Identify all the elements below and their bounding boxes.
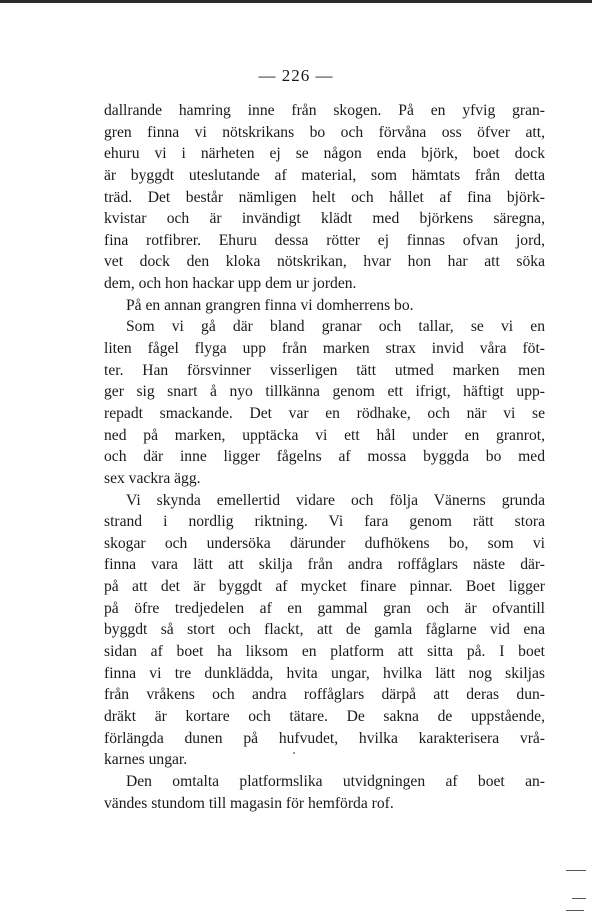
text-line: dräkt är kortare och tätare. De sakna de uppstående, xyxy=(104,707,545,725)
corner-edge-marks xyxy=(566,862,588,912)
page-number: — 226 — xyxy=(258,66,334,85)
text-line: Den omtalta platformslika utvidgningen af boet an- xyxy=(126,772,545,790)
text-line: kvistar och är invändigt klädt med björkens säregna, xyxy=(104,210,545,228)
text-line: träd. Det består nämligen helt och hållet af fina björk- xyxy=(104,188,545,206)
text-line: finna vi tre dunklädda, hvita ungar, hvilka lätt nog skiljas xyxy=(104,664,545,682)
text-line: är byggdt uteslutande af material, som hämtats från detta xyxy=(104,166,545,184)
text-line: finna vara lätt att skilja från andra roffåglars näste där- xyxy=(104,556,545,574)
text-line: På en annan grangren finna vi domherrens bo. xyxy=(126,296,414,314)
text-line: på öfre tredjedelen af en gammal gran och är ofvantill xyxy=(104,599,545,617)
text-line: strand i nordlig riktning. Vi fara genom rätt stora xyxy=(104,513,545,531)
text-line: ger sig snart å nyo tillkänna genom ett ifrigt, häftigt upp- xyxy=(104,383,545,401)
text-line: på att det är byggdt af mycket finare pinnar. Boet ligger xyxy=(104,578,545,596)
text-line: dallrande hamring inne från skogen. På en yfvig gran- xyxy=(104,102,545,119)
text-line: ned på marken, upptäcka vi ett hål under en granrot, xyxy=(104,426,545,444)
text-line: gren finna vi nötskrikans bo och förvåna oss öfver att, xyxy=(104,123,545,141)
text-line: Som vi gå där bland granar och tallar, se vi en xyxy=(126,318,545,336)
print-speck xyxy=(293,752,295,754)
text-line: fina rotfibrer. Ehuru dessa rötter ej finnas ofvan jord, xyxy=(104,231,545,249)
text-line: sex vackra ägg. xyxy=(104,469,201,487)
text-line: byggdt så stort och flackt, att de gamla fåglarne vid ena xyxy=(104,621,545,639)
text-line: Vi skynda emellertid vidare och följa Vänerns grunda xyxy=(126,491,545,509)
text-line: sidan af boet ha liksom en platform att sitta på. I boet xyxy=(104,643,545,661)
body-text xyxy=(104,100,545,814)
text-line: ehuru vi i närheten ej se någon enda björk, boet dock xyxy=(104,145,545,163)
text-line: karnes ungar. xyxy=(104,751,188,769)
text-line: och där inne ligger fågelns af mossa byggda bo med xyxy=(104,448,545,466)
top-edge-rule xyxy=(0,0,592,3)
text-line: vet dock den kloka nötskrikan, hvar hon har att söka xyxy=(104,253,545,271)
text-line: från vråkens och andra roffåglars därpå att deras dun- xyxy=(104,686,545,704)
text-line: liten fågel flyga upp från marken strax invid våra föt- xyxy=(104,340,545,358)
text-line: ter. Han försvinner visserligen tätt utmed marken men xyxy=(104,361,545,379)
text-line: förlängda dunen på hufvudet, hvilka karakterisera vrå- xyxy=(104,729,545,747)
text-line: skogar och undersöka därunder dufhökens bo, som vi xyxy=(104,534,545,552)
text-line: repadt smackande. Det var en rödhake, och när vi se xyxy=(104,404,545,422)
text-line: dem, och hon hackar upp dem ur jorden. xyxy=(104,275,357,293)
text-line: vändes stundom till magasin för hemförda rof. xyxy=(104,794,394,812)
